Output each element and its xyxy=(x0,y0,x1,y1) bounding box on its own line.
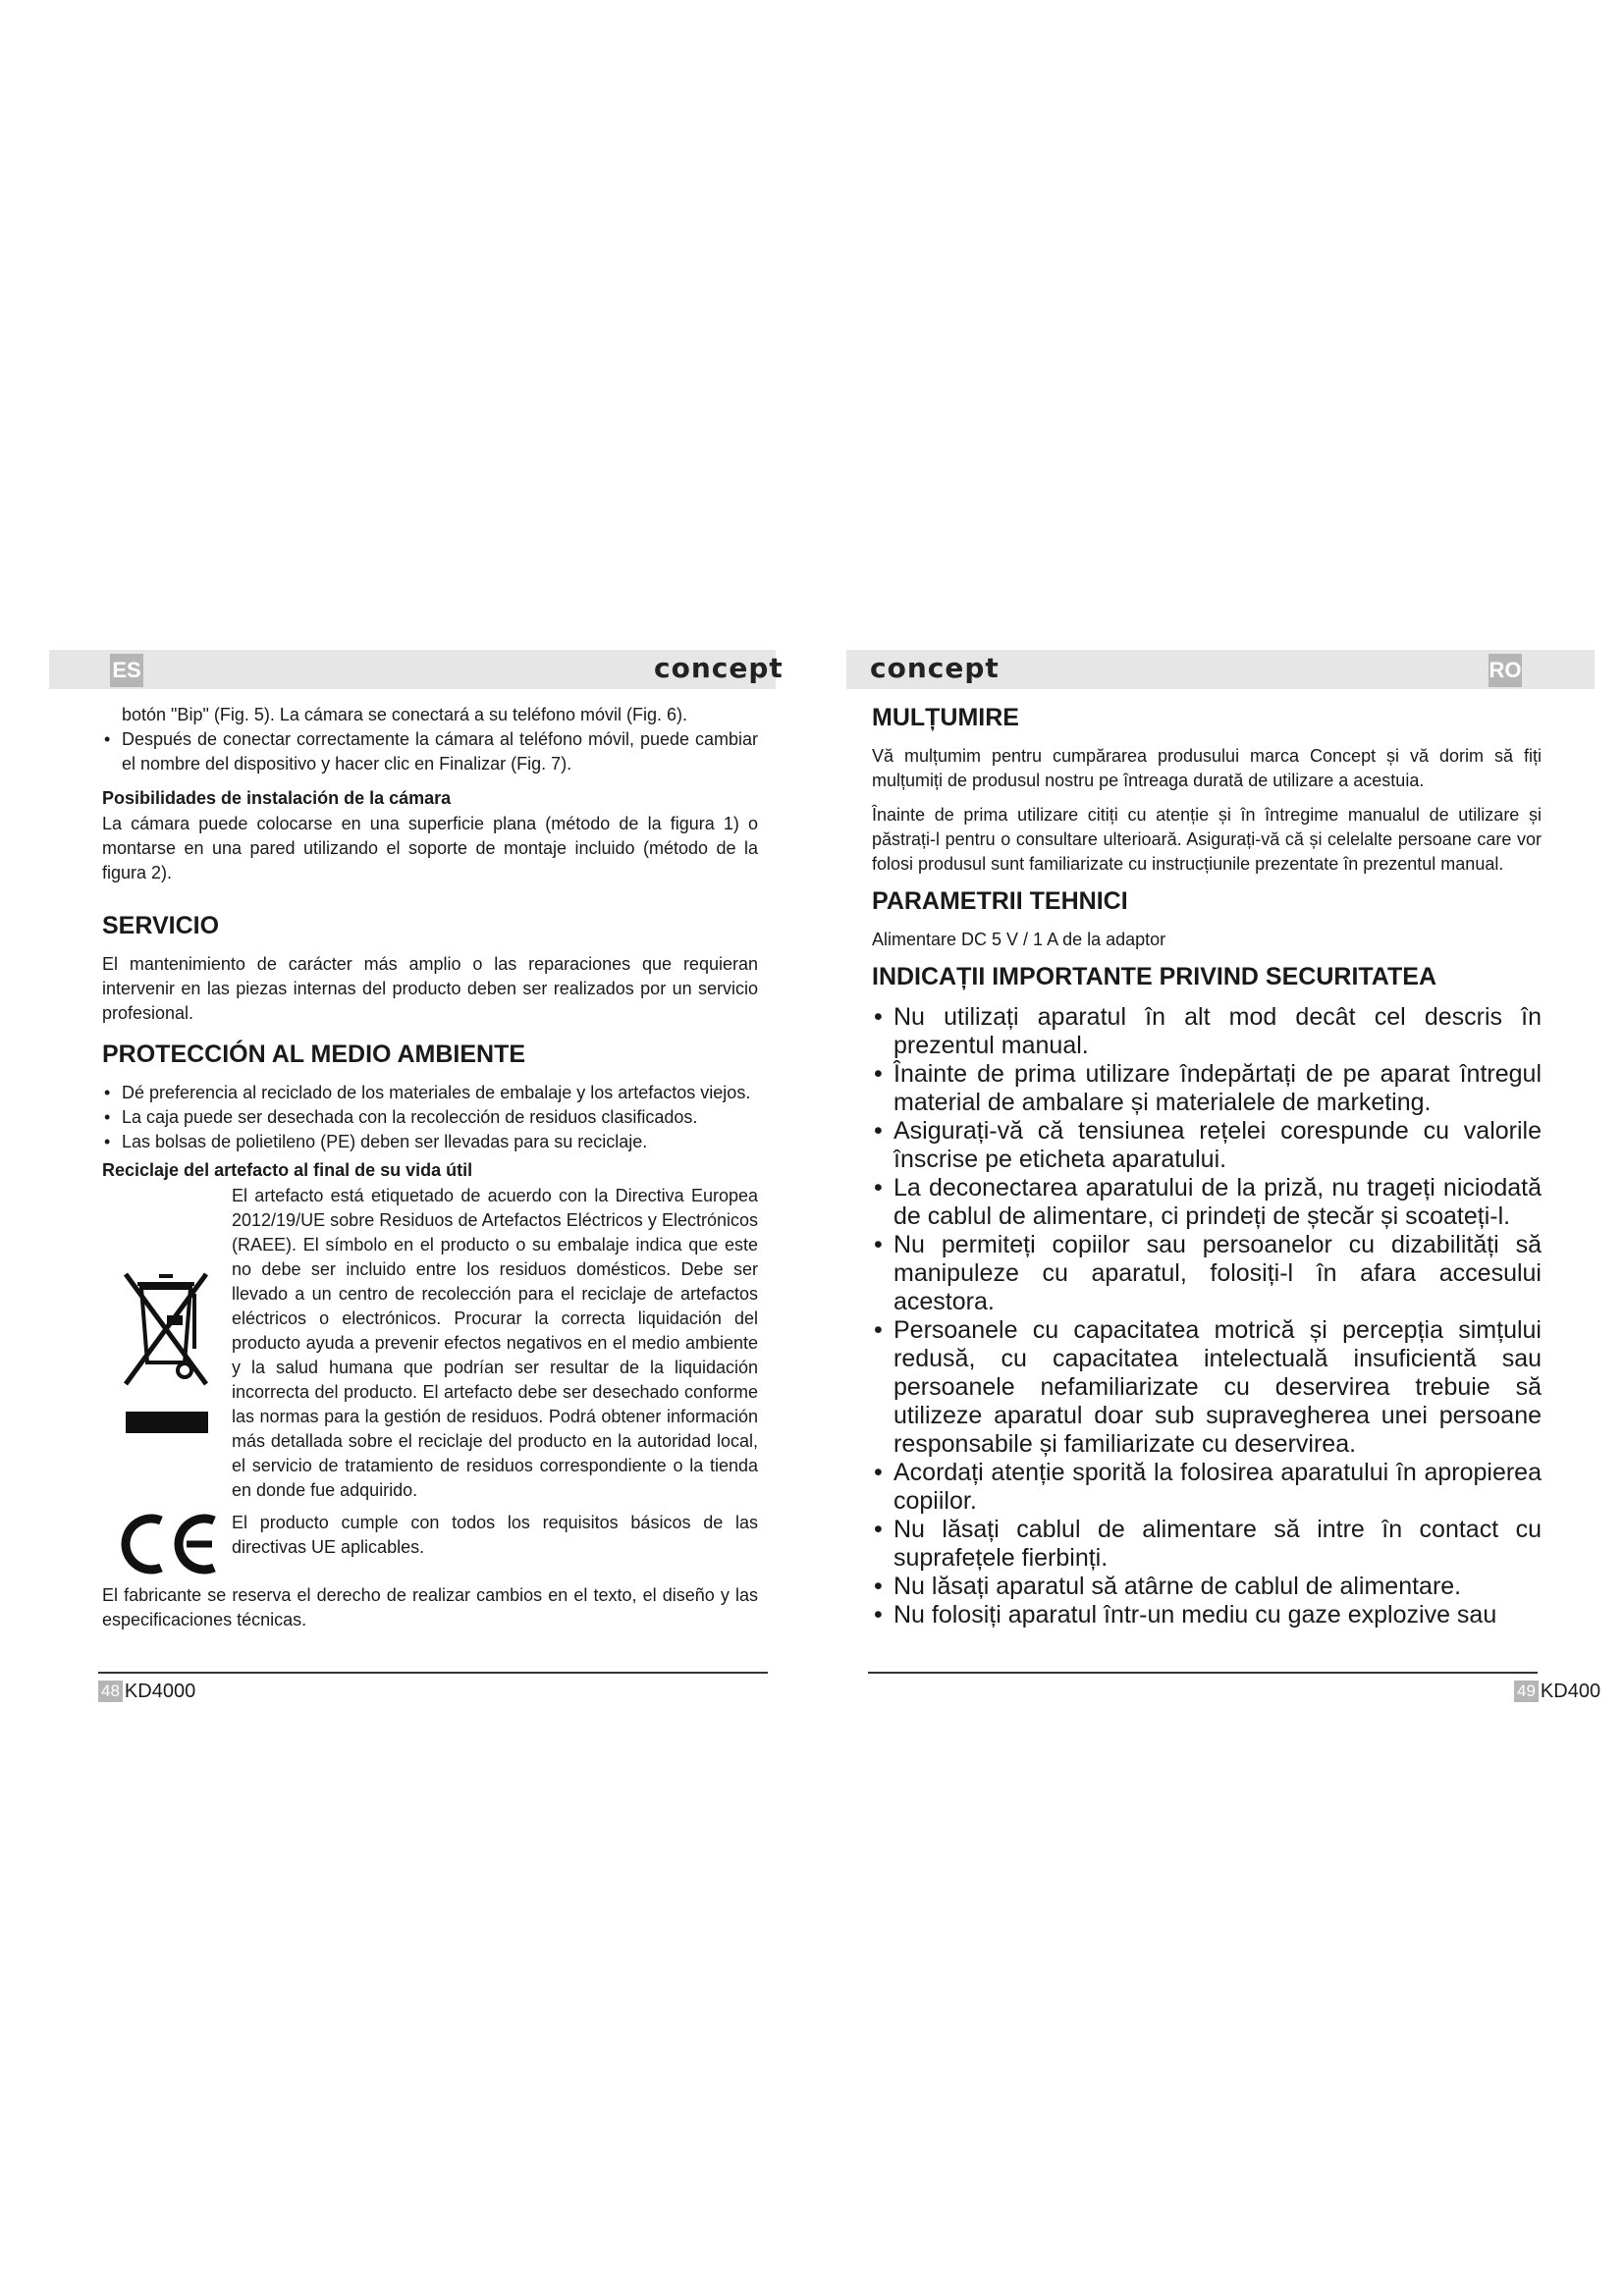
language-tag-ro: RO xyxy=(1489,654,1522,687)
thanks-heading: MULȚUMIRE xyxy=(872,704,1019,731)
crossed-out-wheelie-bin-icon xyxy=(112,1255,220,1441)
list-item: • Después de conectar correctamente la cámara al teléfono móvil, puede cambiar el nombre del dispositivo y hacer clic en Finalizar (Fig. 7). xyxy=(102,727,758,776)
list-item: • Nu permiteți copiilor sau persoanelor cu dizabilități să manipuleze cu aparatul, folosiți-l în afara accesului acestora. xyxy=(872,1231,1542,1316)
intro-line: botón "Bip" (Fig. 5). La cámara se conectará a su teléfono móvil (Fig. 6). xyxy=(122,705,688,724)
list-item: • Nu folosiți aparatul într-un mediu cu gaze explozive sau xyxy=(872,1601,1542,1629)
service-heading: SERVICIO xyxy=(102,912,220,939)
list-item: • Nu lăsați aparatul să atârne de cablul de alimentare. xyxy=(872,1573,1542,1601)
environment-bullet-list xyxy=(102,1081,758,1154)
technical-parameters-heading: PARAMETRII TEHNICI xyxy=(872,887,1128,915)
thanks-paragraph-2: Înainte de prima utilizare citiți cu atenție și în întregime manualul de utilizare și păstrați-l pentru o consultare ulterioară. Asigurați-vă că și celelalte persoane care vor folosi produsul sunt familiarizate cu instrucțiunile prezentate în prezentul manual. xyxy=(872,805,1542,874)
service-text: El mantenimiento de carácter más amplio o las reparaciones que requieran intervenir en las piezas internas del producto deben ser realizados por un servicio profesional. xyxy=(102,954,758,1023)
page-number-right: 49 xyxy=(1514,1681,1539,1702)
left-page-content xyxy=(102,703,758,1642)
safety-heading: INDICAȚII IMPORTANTE PRIVIND SECURITATEA xyxy=(872,963,1436,990)
footer-disclaimer: El fabricante se reserva el derecho de realizar cambios en el texto, el diseño y las especificaciones técnicas. xyxy=(102,1585,758,1629)
recycle-heading: Reciclaje del artefacto al final de su vida útil xyxy=(102,1160,473,1180)
brand-logo-left: concept xyxy=(654,652,784,684)
list-item: • Asigurați-vă că tensiunea rețelei corespunde cu valorile înscrise pe eticheta aparatului. xyxy=(872,1117,1542,1174)
connect-bullet-list xyxy=(102,727,758,776)
list-item: • Persoanele cu capacitatea motrică și percepția simțului redusă, cu capacitatea intelectuală insuficientă sau persoanele nefamiliarizate cu deservirea trebuie să utilizeze aparatul doar sub supravegherea unei persoane responsabile și familiarizate cu deservirea. xyxy=(872,1316,1542,1459)
list-item: • Las bolsas de polietileno (PE) deben ser llevadas para su reciclaje. xyxy=(102,1130,758,1154)
list-item: • Nu utilizați aparatul în alt mod decât cel descris în prezentul manual. xyxy=(872,1003,1542,1060)
ce-section xyxy=(102,1511,758,1574)
footer-rule-right xyxy=(868,1672,1538,1674)
thanks-paragraph-1: Vă mulțumim pentru cumpărarea produsului marca Concept și vă dorim să fiți mulțumiți de produsul nostru pe întreaga durată de utilizare a acestuia. xyxy=(872,746,1542,790)
brand-logo-right: concept xyxy=(870,652,1000,684)
list-item: • La deconectarea aparatului de la priză, nu trageți niciodată de cablul de alimentare, ci prindeți de ștecăr și scoateți-l. xyxy=(872,1174,1542,1231)
recycle-text: El artefacto está etiquetado de acuerdo con la Directiva Europea 2012/19/UE sobre Residuos de Artefactos Eléctricos y Electrónicos (RAEE). El símbolo en el producto o su embalaje indica que este no debe ser incluido entre los residuos domésticos. Debe ser llevado a un centro de recolección para el reciclaje de artefactos eléctricos o electrónicos. Procurar la correcta liquidación del producto ayuda a prevenir efectos negativos en el medio ambiente y la salud humana que podrían ser resultar de la liquidación incorrecta del producto. El artefacto debe ser desechado conforme las normas para la gestión de residuos. Podrá obtener información más detallada sobre el reciclaje del producto en la autoridad local, el servicio de tratamiento de residuos correspondiente o la tienda en donde fue adquirido. xyxy=(232,1186,758,1500)
install-text: La cámara puede colocarse en una superficie plana (método de la figura 1) o montarse en una pared utilizando el soporte de montaje incluido (método de la figura 2). xyxy=(102,814,758,882)
ce-text: El producto cumple con todos los requisitos básicos de las directivas UE aplicables. xyxy=(232,1513,758,1557)
page-number-left: 48 xyxy=(98,1681,123,1702)
list-item: • Acordați atenție sporită la folosirea aparatului în apropierea copiilor. xyxy=(872,1459,1542,1516)
language-tag-es: ES xyxy=(110,654,143,687)
list-item: • Dé preferencia al reciclado de los materiales de embalaje y los artefactos viejos. xyxy=(102,1081,758,1105)
model-label-right: KD400 xyxy=(1540,1680,1601,1702)
weee-section xyxy=(102,1184,758,1503)
list-item: • Nu lăsați cablul de alimentare să intre în contact cu suprafețele fierbinți. xyxy=(872,1516,1542,1573)
safety-bullet-list xyxy=(872,1003,1542,1629)
technical-parameters-text: Alimentare DC 5 V / 1 A de la adaptor xyxy=(872,930,1166,949)
install-heading: Posibilidades de instalación de la cámara xyxy=(102,788,452,808)
page-footer-right xyxy=(1514,1680,1600,1703)
list-item: • Înainte de prima utilizare îndepărtați de pe aparat întregul material de ambalare și materialele de marketing. xyxy=(872,1060,1542,1117)
ce-mark-icon xyxy=(114,1513,222,1575)
footer-rule-left xyxy=(98,1672,768,1674)
right-page-content xyxy=(872,703,1542,1639)
model-label-left: KD4000 xyxy=(124,1680,196,1702)
page-footer-left xyxy=(98,1680,195,1703)
environment-heading: PROTECCIÓN AL MEDIO AMBIENTE xyxy=(102,1041,526,1068)
list-item: • La caja puede ser desechada con la recolección de residuos clasificados. xyxy=(102,1105,758,1130)
